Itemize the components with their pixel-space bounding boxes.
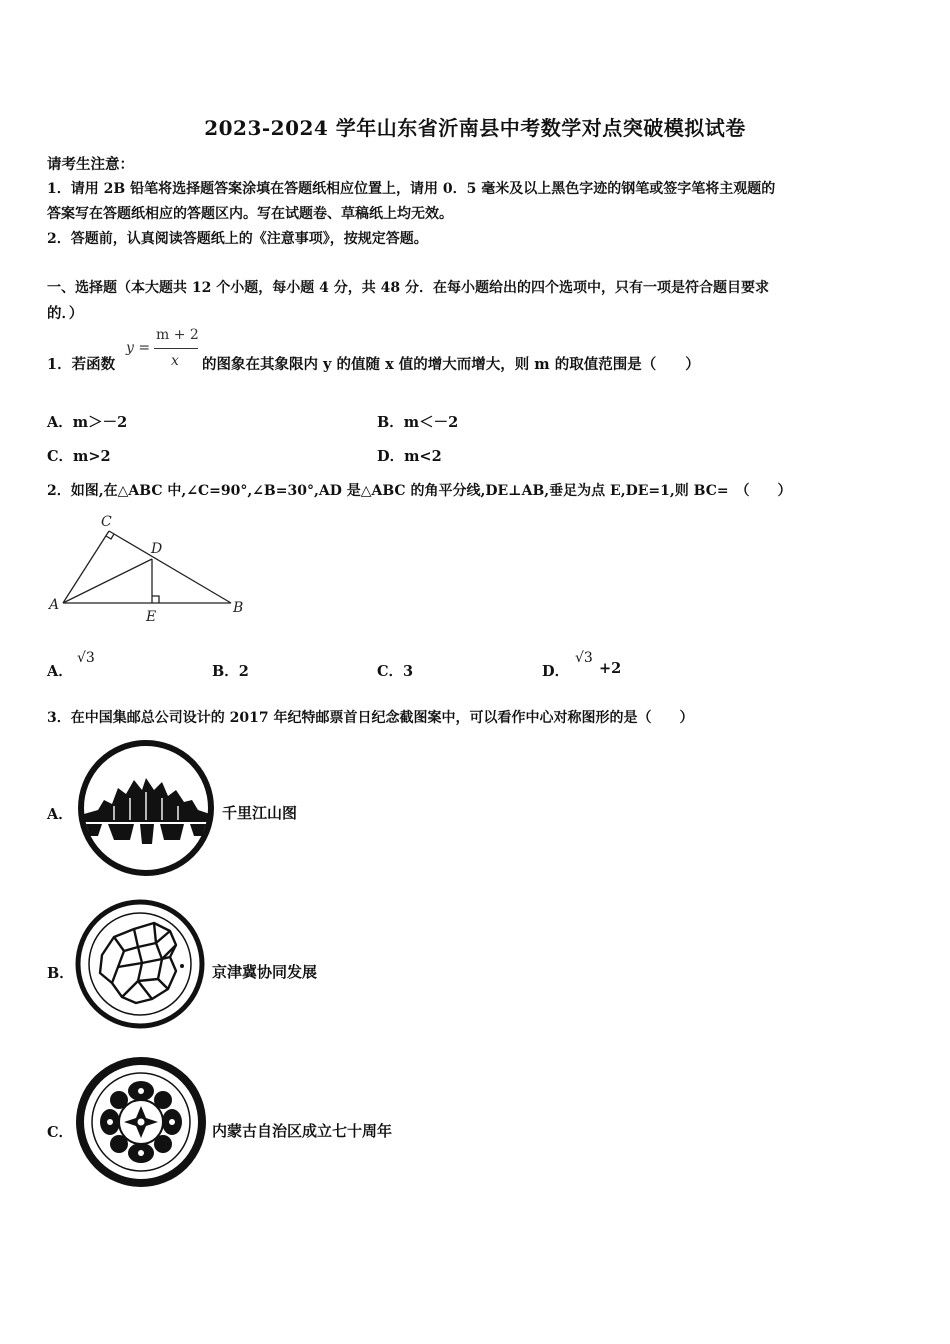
q3-option-a-caption: 千里江山图 [222, 804, 298, 822]
label-e: E [146, 609, 157, 625]
q2-option-d-label[interactable]: D． [542, 663, 570, 680]
label-d: D [151, 541, 163, 557]
notice-line-2: 2．答题前，认真阅读答题纸上的《注意事项》，按规定答题。 [47, 231, 428, 247]
q2-option-a-value: √3 [77, 650, 95, 666]
q3-option-a-label[interactable]: A． [47, 806, 73, 823]
q1-suffix: 的图象在其象限内 y 的值随 x 值的增大而增大，则 m 的取值范围是（ ） [202, 356, 700, 373]
section1-line-1: 一、选择题（本大题共 12 个小题，每小题 4 分，共 48 分．在每小题给出的四个选项中，只有一项是符合题目要求 [47, 280, 769, 296]
q1-formula-numerator: m + 2 [156, 327, 199, 343]
right-angle-e [152, 596, 159, 603]
q3-option-b-caption: 京津冀协同发展 [212, 963, 318, 981]
q3-option-c-caption: 内蒙古自治区成立七十周年 [212, 1122, 393, 1140]
q2-text: 2．如图,在△ABC 中,∠C=90°,∠B=30°,AD 是△ABC 的角平分线,DE⊥AB,垂足为点 E,DE=1,则 BC= （ ） [47, 483, 792, 499]
map-emblem-icon [72, 897, 208, 1031]
q2-option-b[interactable]: B．2 [212, 663, 249, 680]
q1-formula-denominator: x [171, 353, 179, 369]
q2-triangle-figure [45, 510, 255, 625]
label-a: A [49, 597, 60, 613]
section1-line-2: 的．） [47, 305, 84, 322]
q2-option-d-sqrt: √3 [575, 650, 593, 666]
notice-line-1b: 答案写在答题纸相应的答题区内。写在试题卷、草稿纸上均无效。 [47, 206, 453, 222]
q1-prefix: 1．若函数 [47, 356, 116, 373]
notice-heading: 请考生注意： [47, 156, 134, 173]
label-c: C [101, 514, 112, 530]
landscape-emblem-icon [74, 740, 218, 876]
q1-formula-y: y = [126, 340, 151, 356]
q1-option-a[interactable]: A．m＞－2 [47, 414, 128, 431]
q2-option-d-tail: +2 [599, 660, 622, 677]
label-b: B [233, 600, 244, 616]
q3-option-b-label[interactable]: B． [47, 965, 74, 982]
q2-option-a-label[interactable]: A． [47, 663, 73, 680]
page-title: 2023-2024 学年山东省沂南县中考数学对点突破模拟试卷 [204, 116, 746, 140]
q3-text: 3．在中国集邮总公司设计的 2017 年纪特邮票首日纪念截图案中，可以看作中心对称图形的是（ ） [47, 710, 694, 726]
flower-emblem-icon [74, 1056, 208, 1188]
q2-option-c[interactable]: C．3 [377, 663, 414, 680]
q1-option-c[interactable]: C．m>2 [47, 448, 111, 465]
q1-option-d[interactable]: D．m<2 [377, 448, 442, 465]
notice-line-1a: 1．请用 2B 铅笔将选择题答案涂填在答题纸相应位置上，请用 0．5 毫米及以上黑色字迹的钢笔或签字笔将主观题的 [47, 181, 776, 197]
side-cb [109, 531, 231, 603]
q3-option-c-label[interactable]: C． [47, 1124, 74, 1141]
q1-fraction-bar [154, 348, 198, 349]
q1-option-b[interactable]: B．m＜－2 [377, 414, 459, 431]
